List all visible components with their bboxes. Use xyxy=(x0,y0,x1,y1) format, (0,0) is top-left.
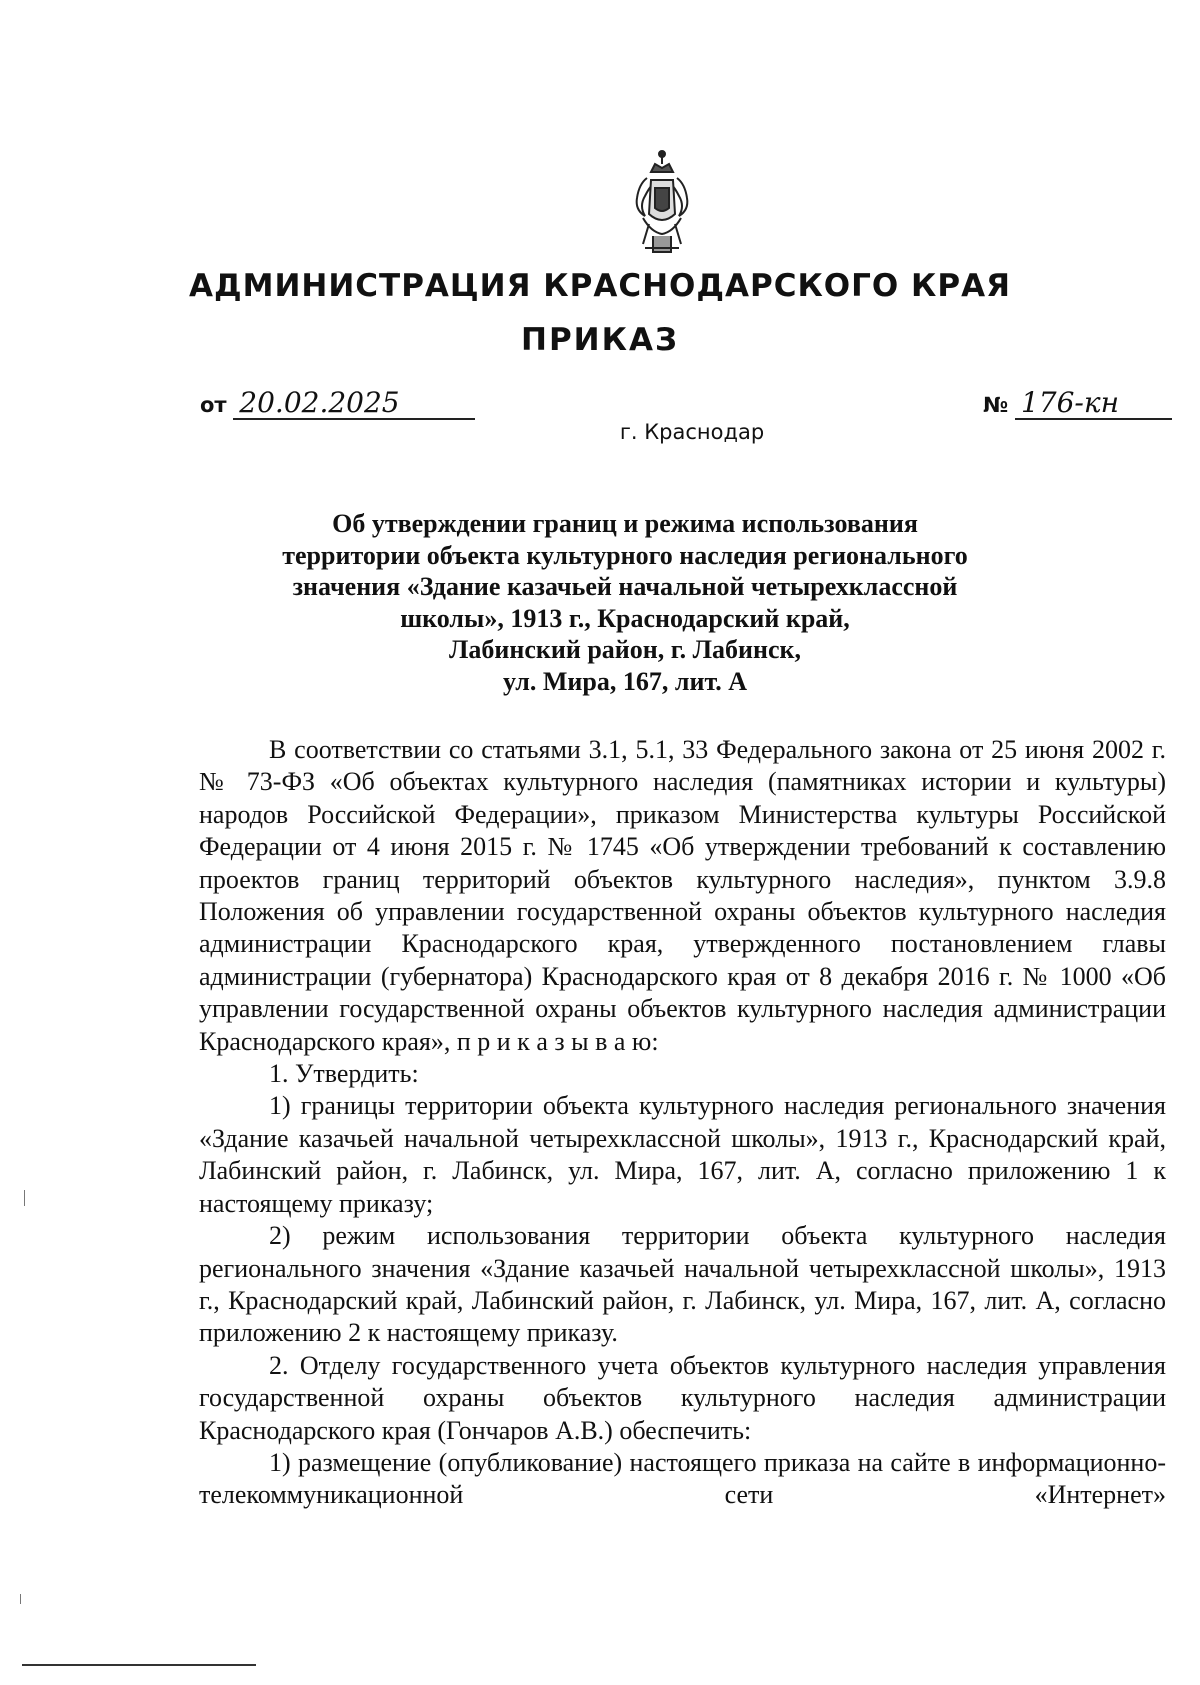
item-2-1-paragraph: 1) размещение (опубликование) настоящего приказа на сайте в информационно-телекоммуникационной сети «Интернет» xyxy=(199,1447,1166,1510)
date-field xyxy=(200,388,475,420)
footer-rule xyxy=(22,1664,256,1666)
scan-edge-mark xyxy=(20,1594,21,1604)
number-field xyxy=(983,388,1172,420)
item-1-2-paragraph: 2) режим использования территории объекта культурного наследия регионального значения «Здание казачьей начальной четырехклассной школы», 1913 г., Краснодарский край, Лабинский район, г. Лабинск, ул. Мира, 167, лит. А, согласно приложению 2 к настоящему приказу. xyxy=(199,1221,1166,1348)
organization-title: АДМИНИСТРАЦИЯ КРАСНОДАРСКОГО КРАЯ xyxy=(189,268,1011,304)
item-1-paragraph: 1. Утвердить: xyxy=(269,1059,419,1089)
date-label: от xyxy=(200,393,227,417)
subject-line: значения «Здание казачьей начальной четырехклассной xyxy=(292,572,958,602)
handwritten-date: 20.02.2025 xyxy=(233,388,475,420)
item-2-paragraph: 2. Отделу государственного учета объектов культурного наследия управления государственной охраны объектов культурного наследия администрации Краснодарского края (Гончаров А.В.) обеспечить: xyxy=(199,1350,1166,1445)
document-type: ПРИКАЗ xyxy=(521,322,679,358)
subject-line: Лабинский район, г. Лабинск, xyxy=(449,635,801,665)
city-label: г. Краснодар xyxy=(619,420,765,444)
subject-line: школы», 1913 г., Краснодарский край, xyxy=(400,603,850,633)
subject-line: ул. Мира, 167, лит. А xyxy=(502,666,748,696)
item-1-1-paragraph: 1) границы территории объекта культурного наследия регионального значения «Здание казачьей начальной четырехклассной школы», 1913 г., Краснодарский край, Лабинский район, г. Лабинск, ул. Мира, 167, лит. А, согласно приложению 1 к настоящему приказу; xyxy=(199,1091,1166,1218)
preamble-paragraph: В соответствии со статьями 3.1, 5.1, 33 Федерального закона от 25 июня 2002 г. № 73-ФЗ «Об объектах культурного наследия (памятниках истории и культуры) народов Российской Федерации», приказом Министерства культуры Российской Федерации от 4 июня 2015 г. № 1745 «Об утверждении требований к составлению проектов границ территорий объектов культурного наследия», пунктом 3.9.8 Положения об управлении государственной охраны объектов культурного наследия администрации Краснодарского края, утвержденного постановлением главы администрации (губернатора) Краснодарского края от 8 декабря 2016 г. № 1000 «Об управлении государственной охраны объектов культурного наследия администрации Краснодарского края», п р и к а з ы в а ю: xyxy=(199,735,1166,1056)
number-label: № xyxy=(983,393,1009,417)
scan-edge-mark xyxy=(24,1190,25,1206)
handwritten-number: 176-кн xyxy=(1015,388,1172,420)
order-body xyxy=(199,734,1166,1512)
subject-line: Об утверждении границ и режима использования xyxy=(332,509,918,538)
subject-line: территории объекта культурного наследия регионального xyxy=(282,540,968,570)
coat-of-arms-icon xyxy=(631,148,693,258)
order-subject xyxy=(250,508,1000,698)
